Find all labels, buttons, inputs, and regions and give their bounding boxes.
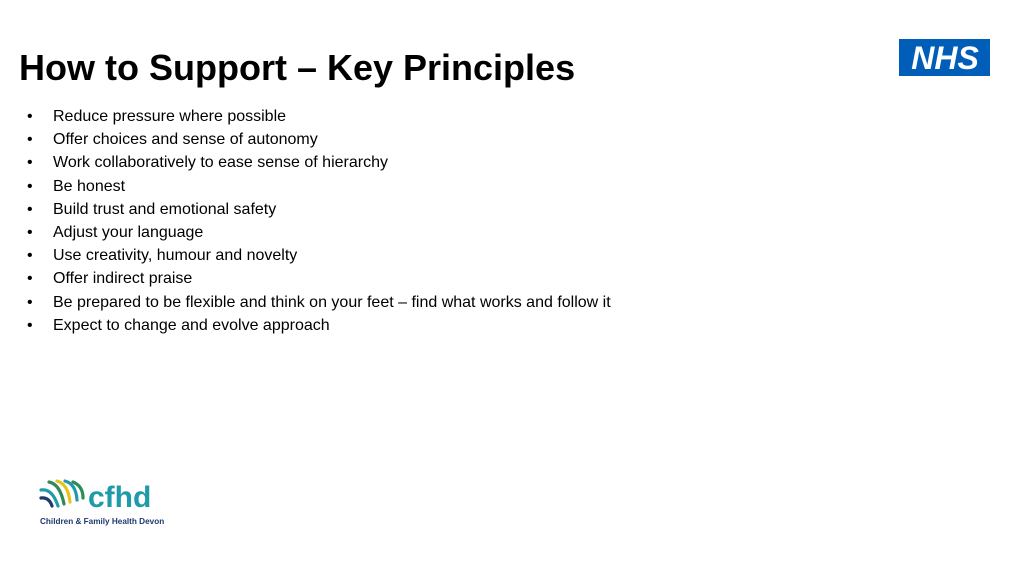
cfhd-logo bbox=[38, 478, 174, 530]
list-item-text: Expect to change and evolve approach bbox=[53, 316, 330, 334]
list-item-text: Be prepared to be flexible and think on your feet – find what works and follow it bbox=[53, 293, 611, 311]
nhs-logo-text: NHS bbox=[911, 40, 979, 76]
slide-title: How to Support – Key Principles bbox=[19, 47, 576, 88]
bullet-icon: • bbox=[27, 131, 33, 149]
cfhd-wordmark: cfhd bbox=[88, 481, 152, 514]
bullet-icon: • bbox=[27, 154, 33, 172]
bullet-icon: • bbox=[27, 247, 33, 265]
list-item-text: Offer indirect praise bbox=[53, 270, 193, 288]
list-item-text: Use creativity, humour and novelty bbox=[53, 247, 298, 265]
bullet-icon: • bbox=[27, 223, 33, 241]
bullet-icon: • bbox=[27, 200, 33, 218]
nhs-logo bbox=[899, 39, 990, 76]
list-item-text: Be honest bbox=[53, 177, 126, 195]
cfhd-tagline: Children & Family Health Devon bbox=[40, 517, 165, 526]
bullet-icon: • bbox=[27, 316, 33, 334]
list-item-text: Reduce pressure where possible bbox=[53, 108, 287, 125]
list-item-text: Adjust your language bbox=[53, 223, 204, 241]
list-item-text: Work collaboratively to ease sense of hierarchy bbox=[53, 154, 388, 172]
list-item-text: Offer choices and sense of autonomy bbox=[53, 131, 318, 149]
cfhd-swoosh-icon bbox=[41, 481, 83, 506]
bullet-icon: • bbox=[27, 270, 33, 288]
list-item-text: Build trust and emotional safety bbox=[53, 200, 277, 218]
bullet-icon: • bbox=[27, 108, 33, 125]
bullet-icon: • bbox=[27, 293, 33, 311]
bullet-icon: • bbox=[27, 177, 33, 195]
